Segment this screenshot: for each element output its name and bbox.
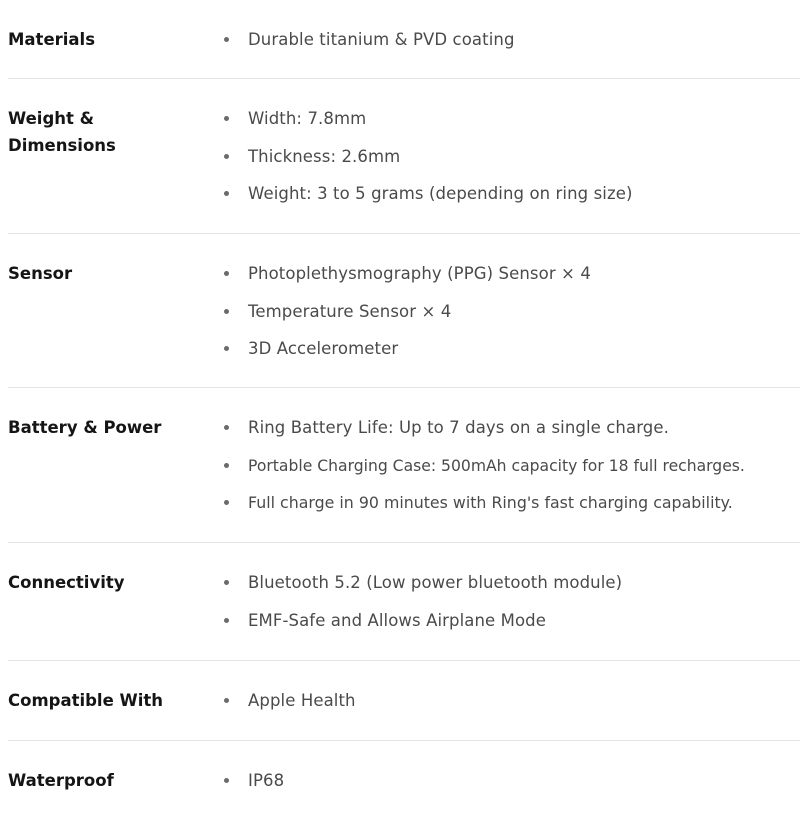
- spec-row-waterproof: [8, 741, 800, 821]
- bullet-icon: [224, 116, 229, 121]
- bullet-icon: [224, 271, 229, 276]
- spec-value-item: Apple Health: [222, 687, 800, 725]
- spec-value-item: IP68: [222, 767, 800, 805]
- bullet-icon: [224, 37, 229, 42]
- spec-label: Weight & Dimensions: [8, 109, 116, 155]
- spec-value-list: [222, 687, 800, 725]
- spec-label: Waterproof: [8, 771, 114, 790]
- spec-row-materials: [8, 0, 800, 79]
- spec-row-battery-power: [8, 388, 800, 543]
- spec-value-list: [222, 569, 800, 644]
- spec-row-sensor: [8, 234, 800, 388]
- spec-row-connectivity: [8, 543, 800, 661]
- bullet-icon: [224, 463, 229, 468]
- spec-value-item: Durable titanium & PVD coating: [222, 26, 800, 64]
- spec-value-list: [222, 105, 800, 218]
- spec-value-list: [222, 414, 800, 527]
- spec-value-item: Width: 7.8mm: [222, 105, 800, 143]
- spec-value-item: Temperature Sensor × 4: [222, 298, 800, 336]
- spec-label: Connectivity: [8, 573, 125, 592]
- bullet-icon: [224, 500, 229, 505]
- bullet-icon: [224, 154, 229, 159]
- bullet-icon: [224, 698, 229, 703]
- bullet-icon: [224, 580, 229, 585]
- bullet-icon: [224, 309, 229, 314]
- spec-label: Sensor: [8, 264, 73, 283]
- spec-row-weight-dimensions: [8, 79, 800, 234]
- spec-value-list: [222, 260, 800, 373]
- bullet-icon: [224, 191, 229, 196]
- spec-row-compatible-with: [8, 661, 800, 741]
- spec-value-item: Portable Charging Case: 500mAh capacity for 18 full recharges.: [222, 452, 800, 490]
- spec-value-item: Full charge in 90 minutes with Ring's fast charging capability.: [222, 489, 800, 527]
- spec-value-list: [222, 767, 800, 805]
- spec-value-item: Thickness: 2.6mm: [222, 143, 800, 181]
- spec-value-list: [222, 26, 800, 64]
- spec-value-item: 3D Accelerometer: [222, 335, 800, 373]
- spec-label: Battery & Power: [8, 418, 162, 437]
- spec-label: Compatible With: [8, 691, 164, 710]
- spec-label: Materials: [8, 30, 96, 49]
- bullet-icon: [224, 346, 229, 351]
- bullet-icon: [224, 618, 229, 623]
- bullet-icon: [224, 778, 229, 783]
- spec-value-item: Photoplethysmography (PPG) Sensor × 4: [222, 260, 800, 298]
- spec-value-item: Weight: 3 to 5 grams (depending on ring size): [222, 180, 800, 218]
- bullet-icon: [224, 425, 229, 430]
- spec-value-item: EMF-Safe and Allows Airplane Mode: [222, 607, 800, 645]
- spec-value-item: Bluetooth 5.2 (Low power bluetooth module): [222, 569, 800, 607]
- spec-value-item: Ring Battery Life: Up to 7 days on a single charge.: [222, 414, 800, 452]
